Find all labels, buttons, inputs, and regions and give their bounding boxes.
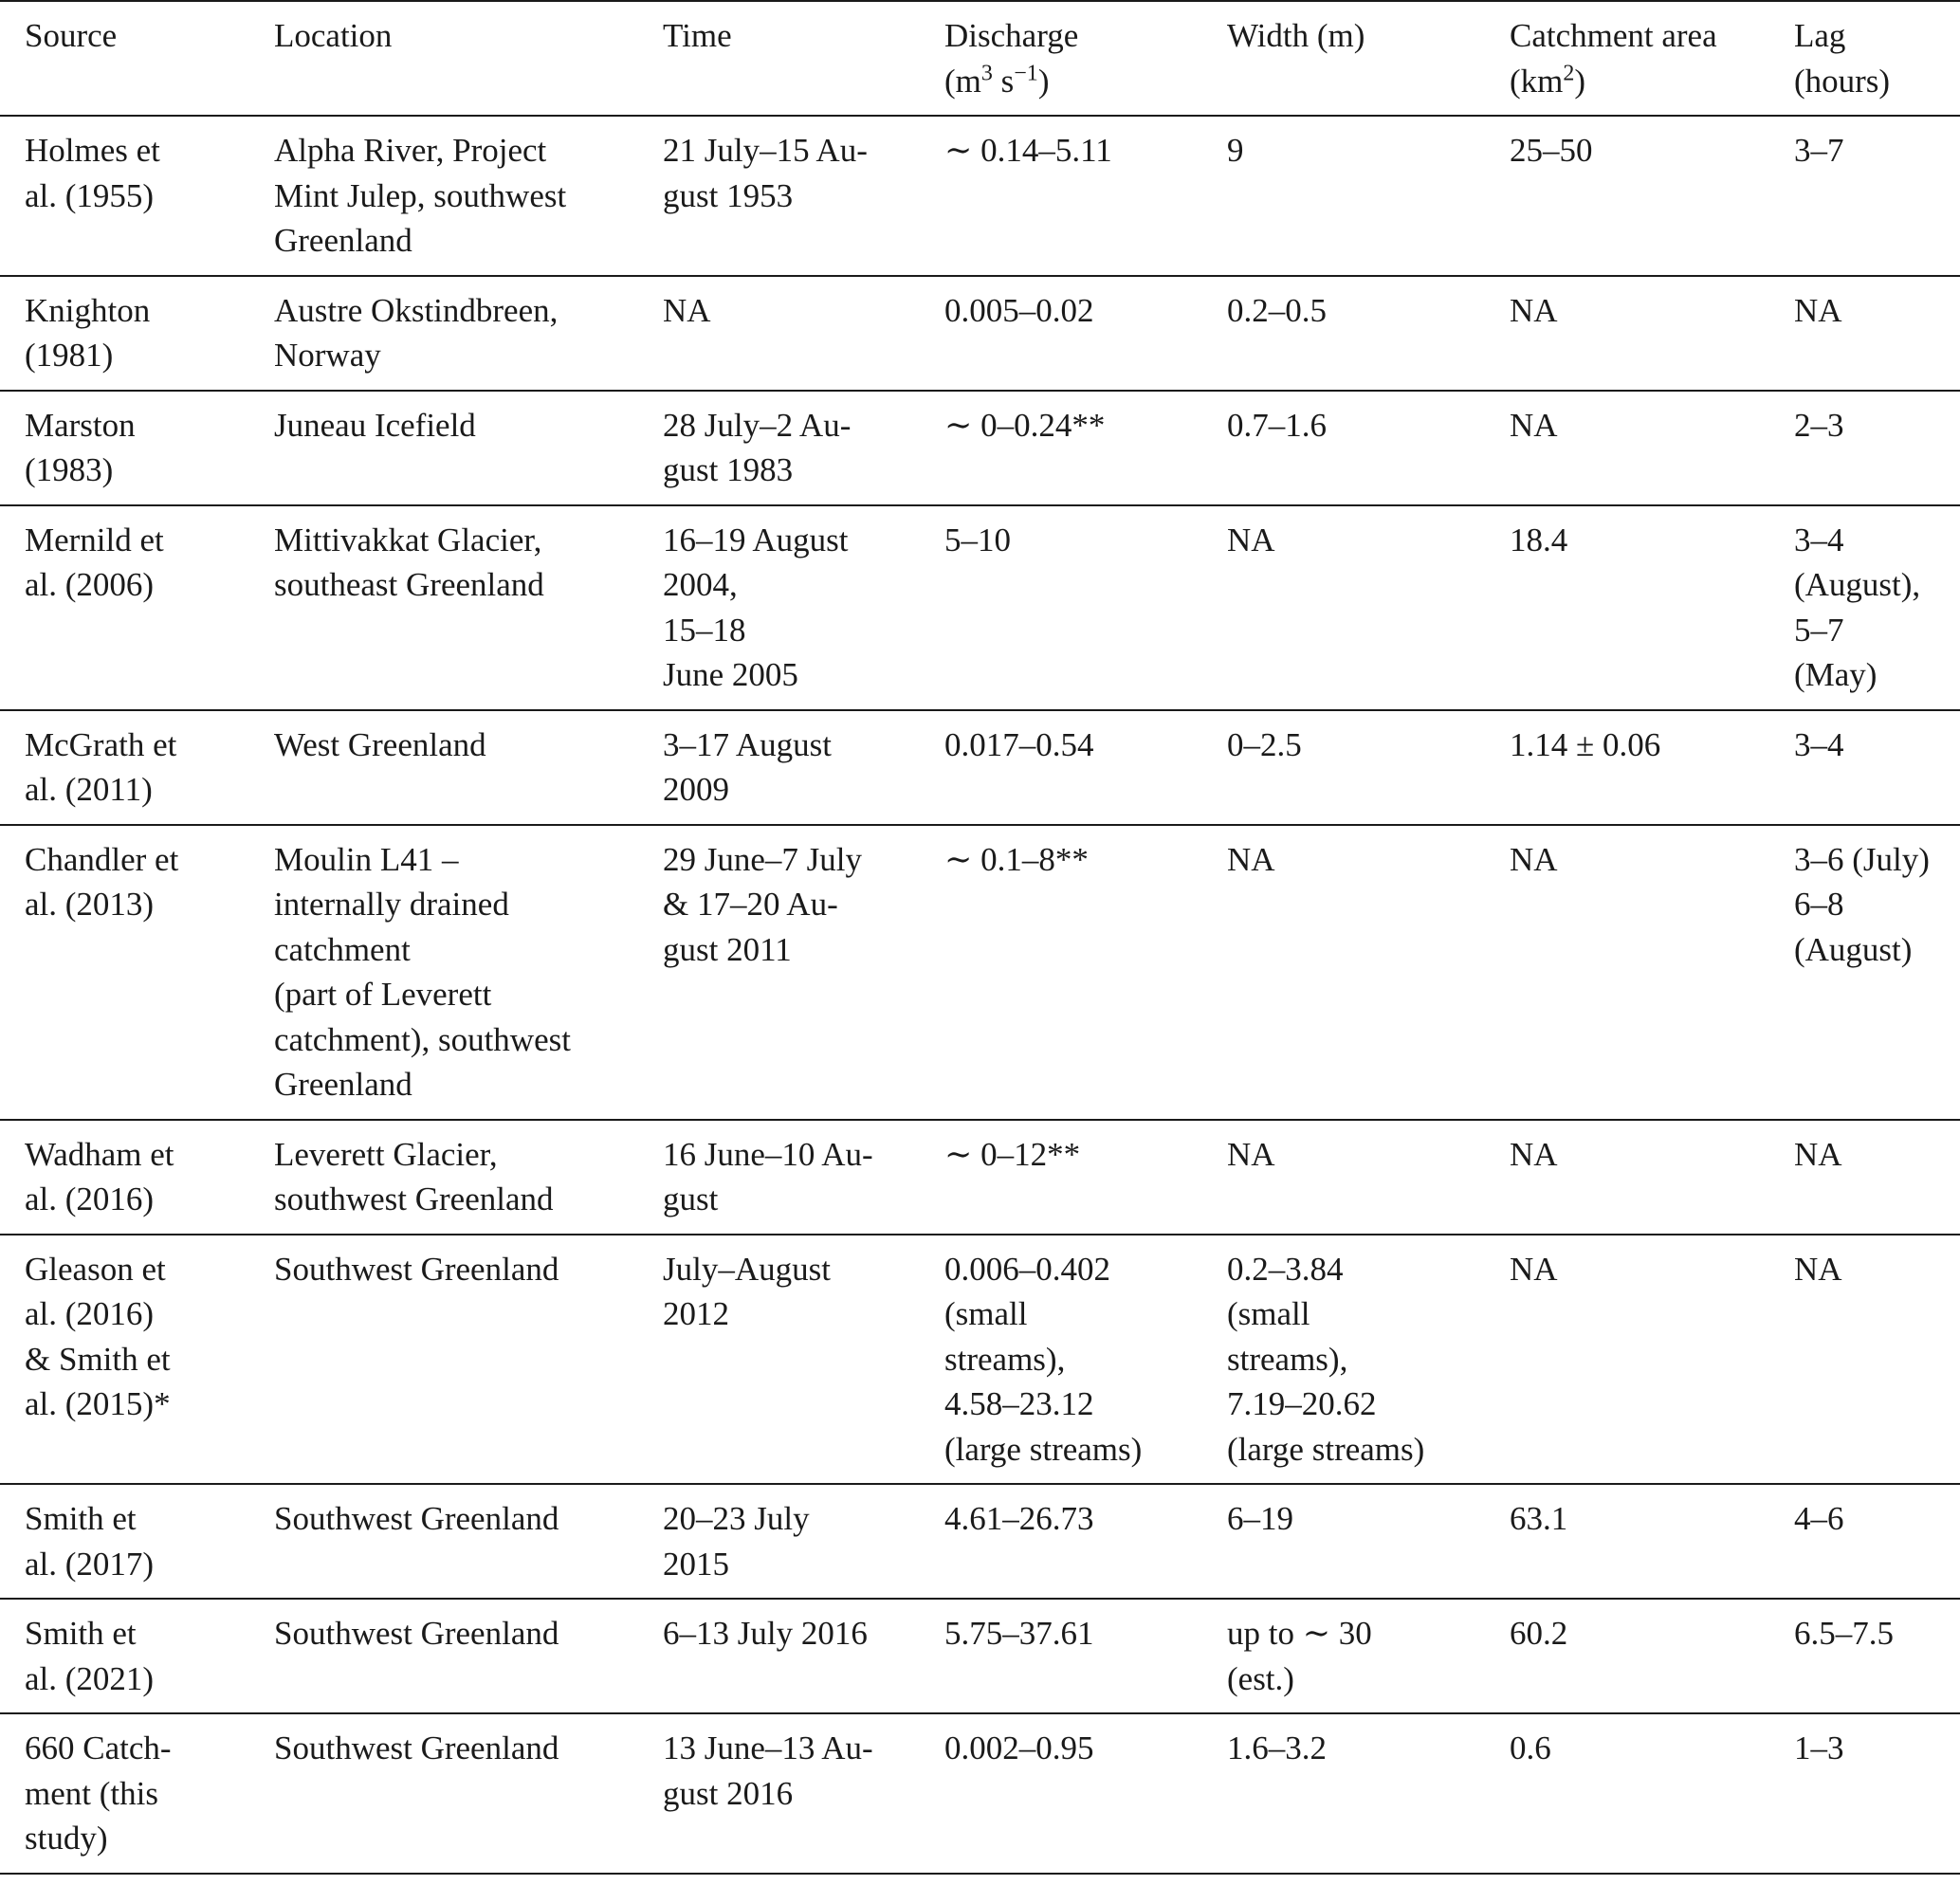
cell-time: 13 June–13 Au- gust 2016 [663,1729,873,1812]
cell-location: Alpha River, Project Mint Julep, southwest Greenland [274,132,567,259]
cell-location: Moulin L41 – internally drained catchment (part of Leverett catchment), southwest Greenland [274,840,571,1103]
cell-width: 0.7–1.6 [1227,406,1327,444]
table-body [0,116,1960,1874]
cell-source: 660 Catch- ment (this study) [25,1729,172,1857]
header-width: Width (m) [1227,17,1365,54]
cell-time: NA [663,291,711,329]
cell-time: July–August 2012 [663,1250,831,1332]
cell-discharge: ∼ 0.14–5.11 [944,132,1112,169]
cell-time: 16–19 August 2004, 15–18 June 2005 [663,521,849,693]
header-discharge-unit-suffix: ) [1037,62,1050,100]
table-row [0,1484,1960,1599]
cell-lag: 2–3 [1794,406,1844,444]
cell-source: Holmes et al. (1955) [25,132,160,214]
cell-catchment: 60.2 [1510,1615,1568,1652]
cell-width: NA [1227,1135,1275,1173]
cell-source: Wadham et al. (2016) [25,1135,174,1217]
header-lag: Lag (hours) [1794,17,1891,100]
cell-catchment: 25–50 [1510,132,1593,169]
cell-location: Leverett Glacier, southwest Greenland [274,1135,554,1217]
cell-catchment: 18.4 [1510,521,1568,558]
cell-time: 21 July–15 Au- gust 1953 [663,132,868,214]
cell-discharge: 0.005–0.02 [944,291,1094,329]
table-row [0,1120,1960,1235]
cell-location: Southwest Greenland [274,1615,559,1652]
header-discharge-unit-exp1: 3 [980,60,993,85]
cell-time: 20–23 July 2015 [663,1500,810,1583]
table-row [0,1599,1960,1713]
header-row [0,1,1960,116]
cell-lag: 3–6 (July) 6–8 (August) [1794,840,1930,968]
cell-time: 6–13 July 2016 [663,1615,868,1652]
cell-location: Austre Okstindbreen, Norway [274,291,559,374]
table-row [0,391,1960,505]
cell-discharge: 0.006–0.402 (small streams), 4.58–23.12 (large streams) [944,1250,1143,1468]
cell-catchment: NA [1510,1135,1558,1173]
cell-lag: 3–4 (August), 5–7 (May) [1794,521,1921,693]
cell-width: up to ∼ 30 (est.) [1227,1615,1372,1697]
cell-discharge: ∼ 0.1–8** [944,840,1089,878]
cell-catchment: NA [1510,1250,1558,1288]
cell-discharge: 4.61–26.73 [944,1500,1094,1537]
cell-discharge: 0.017–0.54 [944,725,1094,763]
cell-width: 6–19 [1227,1500,1293,1537]
cell-lag: 6.5–7.5 [1794,1615,1894,1652]
cell-catchment: NA [1510,840,1558,878]
header-catchment-label: Catchment area [1510,17,1717,54]
table-row [0,276,1960,391]
cell-source: Smith et al. (2021) [25,1615,155,1697]
header-discharge-unit-exp2: −1 [1014,60,1038,85]
cell-lag: 3–7 [1794,132,1844,169]
cell-location: Juneau Icefield [274,406,476,444]
header-catchment [1485,1,1769,116]
header-catchment-unit-exp: 2 [1563,60,1575,85]
cell-location: Southwest Greenland [274,1250,559,1288]
cell-lag: NA [1794,1135,1842,1173]
cell-source: Mernild et al. (2006) [25,521,164,603]
cell-location: Mittivakkat Glacier, southeast Greenland [274,521,544,603]
cell-catchment: NA [1510,291,1558,329]
cell-source: Knighton (1981) [25,291,151,374]
cell-discharge: ∼ 0–0.24** [944,406,1106,444]
cell-time: 28 July–2 Au- gust 1983 [663,406,852,488]
cell-width: NA [1227,521,1275,558]
table-row [0,825,1960,1120]
cell-lag: NA [1794,1250,1842,1288]
table-row [0,1713,1960,1874]
table-row [0,116,1960,276]
header-location: Location [274,17,393,54]
cell-discharge: 5–10 [944,521,1011,558]
cell-discharge: ∼ 0–12** [944,1135,1081,1173]
header-discharge-unit-prefix: (m [944,62,981,100]
cell-catchment: 63.1 [1510,1500,1568,1537]
cell-lag: 3–4 [1794,725,1844,763]
cell-width: 0.2–0.5 [1227,291,1327,329]
cell-width: 0.2–3.84 (small streams), 7.19–20.62 (large streams) [1227,1250,1425,1468]
cell-source: McGrath et al. (2011) [25,725,177,808]
cell-lag: 4–6 [1794,1500,1844,1537]
table-header [0,1,1960,116]
cell-time: 3–17 August 2009 [663,725,832,808]
cell-catchment: 1.14 ± 0.06 [1510,725,1661,763]
header-discharge-unit-mid: s [992,62,1015,100]
cell-width: 0–2.5 [1227,725,1302,763]
header-source: Source [25,17,118,54]
header-time: Time [663,17,732,54]
cell-location: West Greenland [274,725,486,763]
table-row [0,505,1960,710]
cell-lag: NA [1794,291,1842,329]
cell-source: Chandler et al. (2013) [25,840,179,923]
header-discharge-label: Discharge [944,17,1079,54]
table-row [0,1235,1960,1485]
cell-catchment: 0.6 [1510,1729,1551,1766]
cell-time: 29 June–7 July & 17–20 Au- gust 2011 [663,840,862,968]
cell-time: 16 June–10 Au- gust [663,1135,873,1217]
cell-source: Gleason et al. (2016) & Smith et al. (2015)* [25,1250,171,1422]
cell-width: NA [1227,840,1275,878]
cell-width: 1.6–3.2 [1227,1729,1327,1766]
header-catchment-unit-prefix: (km [1510,62,1564,100]
table-row [0,710,1960,825]
header-catchment-unit-suffix: ) [1574,62,1586,100]
cell-location: Southwest Greenland [274,1729,559,1766]
cell-width: 9 [1227,132,1244,169]
cell-catchment: NA [1510,406,1558,444]
cell-source: Marston (1983) [25,406,136,488]
header-discharge [920,1,1202,116]
cell-location: Southwest Greenland [274,1500,559,1537]
cell-source: Smith et al. (2017) [25,1500,155,1583]
cell-discharge: 5.75–37.61 [944,1615,1094,1652]
cell-discharge: 0.002–0.95 [944,1729,1094,1766]
cell-lag: 1–3 [1794,1729,1844,1766]
